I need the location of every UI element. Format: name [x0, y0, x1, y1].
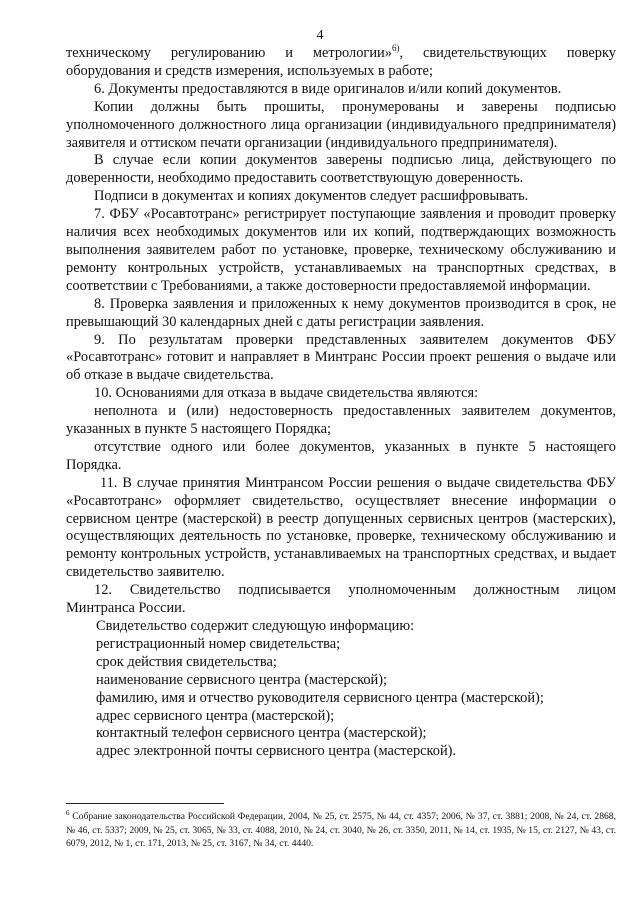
paragraph-10: 10. Основаниями для отказа в выдаче свидетельства являются: [94, 385, 479, 402]
list-item: фамилию, имя и отчество руководителя сервисного центра (мастерской); [96, 689, 544, 706]
footnote [66, 810, 616, 851]
paragraph-12: 12. Свидетельство подписывается уполномоченным должностным лицом Минтранса России. [66, 582, 616, 617]
paragraph-7: 7. ФБУ «Росавтотранс» регистрирует поступающие заявления и проводит проверку наличия всех необходимых документов или их копий, подтверждающих возможность выполнения заявителем работ по установке, проверке, техническому обслуживанию и ремонту контрольных устройств, устанавливаемых на транспортных средствах, в соответствии с Требованиями, а также достоверности предоставляемой информации. [66, 206, 616, 294]
paragraph-6: 6. Документы предоставляются в виде оригиналов и/или копий документов. [94, 80, 562, 97]
paragraph-power-of-attorney: В случае если копии документов заверены подписью лица, действующего по доверенности, необходимо предоставить соответствующую доверенность. [66, 152, 616, 187]
document-body [66, 45, 616, 761]
footnote-reference: 6) [391, 43, 400, 54]
list-item: адрес электронной почты сервисного центра (мастерской). [96, 743, 457, 760]
paragraph-signatures: Подписи в документах и копиях документов следует расшифровывать. [94, 188, 529, 205]
certificate-info-intro: Свидетельство содержит следующую информацию: [96, 618, 415, 634]
paragraph-10-item-2: отсутствие одного или более документов, указанных в пункте 5 настоящего Порядка. [66, 438, 616, 473]
page-number: 4 [316, 28, 324, 43]
list-item: срок действия свидетельства; [96, 653, 277, 670]
list-item: адрес сервисного центра (мастерской); [96, 707, 335, 724]
list-item: наименование сервисного центра (мастерской); [96, 671, 388, 688]
list-item: регистрационный номер свидетельства; [96, 635, 341, 652]
paragraph-9: 9. По результатам проверки представленных заявителем документов ФБУ «Росавтотранс» готовит и направляет в Минтранс России проект решения о выдаче или об отказе в выдаче свидетельства. [66, 331, 616, 384]
footnote-text: Собрание законодательства Российской Федерации, 2004, № 25, ст. 2575, № 44, ст. 4357; 2006, № 37, ст. 3881; 2008, № 24, ст. 2868, № 46, ст. 5337; 2009, № 25, ст. 3065, № 33, ст. 4088, 2010, № 24, ст. 3040, № 26, ст. 3350, 2011, № 14, ст. 1935, № 15, ст. 2127, № 43, ст. 6079, 2012, № 1, ст. 171, 2013, № 25, ст. 3167, № 34, ст. 4440. [66, 811, 616, 849]
paragraph-8: 8. Проверка заявления и приложенных к нему документов производится в срок, не превышающий 30 календарных дней с даты регистрации заявления. [66, 295, 616, 330]
footnote-divider [66, 803, 224, 804]
paragraph-10-item-1: неполнота и (или) недостоверность предоставленных заявителем документов, указанных в пункте 5 настоящего Порядка; [66, 403, 616, 438]
paragraph-5-tail: техническому регулированию и метрологии»$^{6)}$, свидетельствующих поверку оборудования и средств измерения, используемых в работе; [66, 43, 616, 79]
certificate-info-list [66, 618, 616, 761]
paragraph-11: 11. В случае принятия Минтрансом России решения о выдаче свидетельства ФБУ «Росавтотранс» оформляет свидетельство, осуществляет внесение информации о сервисном центре (мастерской) в реестр допущенных сервисных центров (мастерских), осуществляющих деятельность по установке, проверке, техническому обслуживанию и ремонту контрольных устройств, устанавливаемых на транспортных средствах, и выдает свидетельство заявителю. [66, 474, 616, 581]
footnote-mark: 6 [66, 808, 70, 817]
list-item: контактный телефон сервисного центра (мастерской); [96, 725, 427, 742]
paragraph-copies: Копии должны быть прошиты, пронумерованы и заверены подписью уполномоченного должностного лица организации (индивидуального предпринимателя) заявителя и оттиском печати организации (индивидуального предпринимателя). [66, 98, 616, 151]
